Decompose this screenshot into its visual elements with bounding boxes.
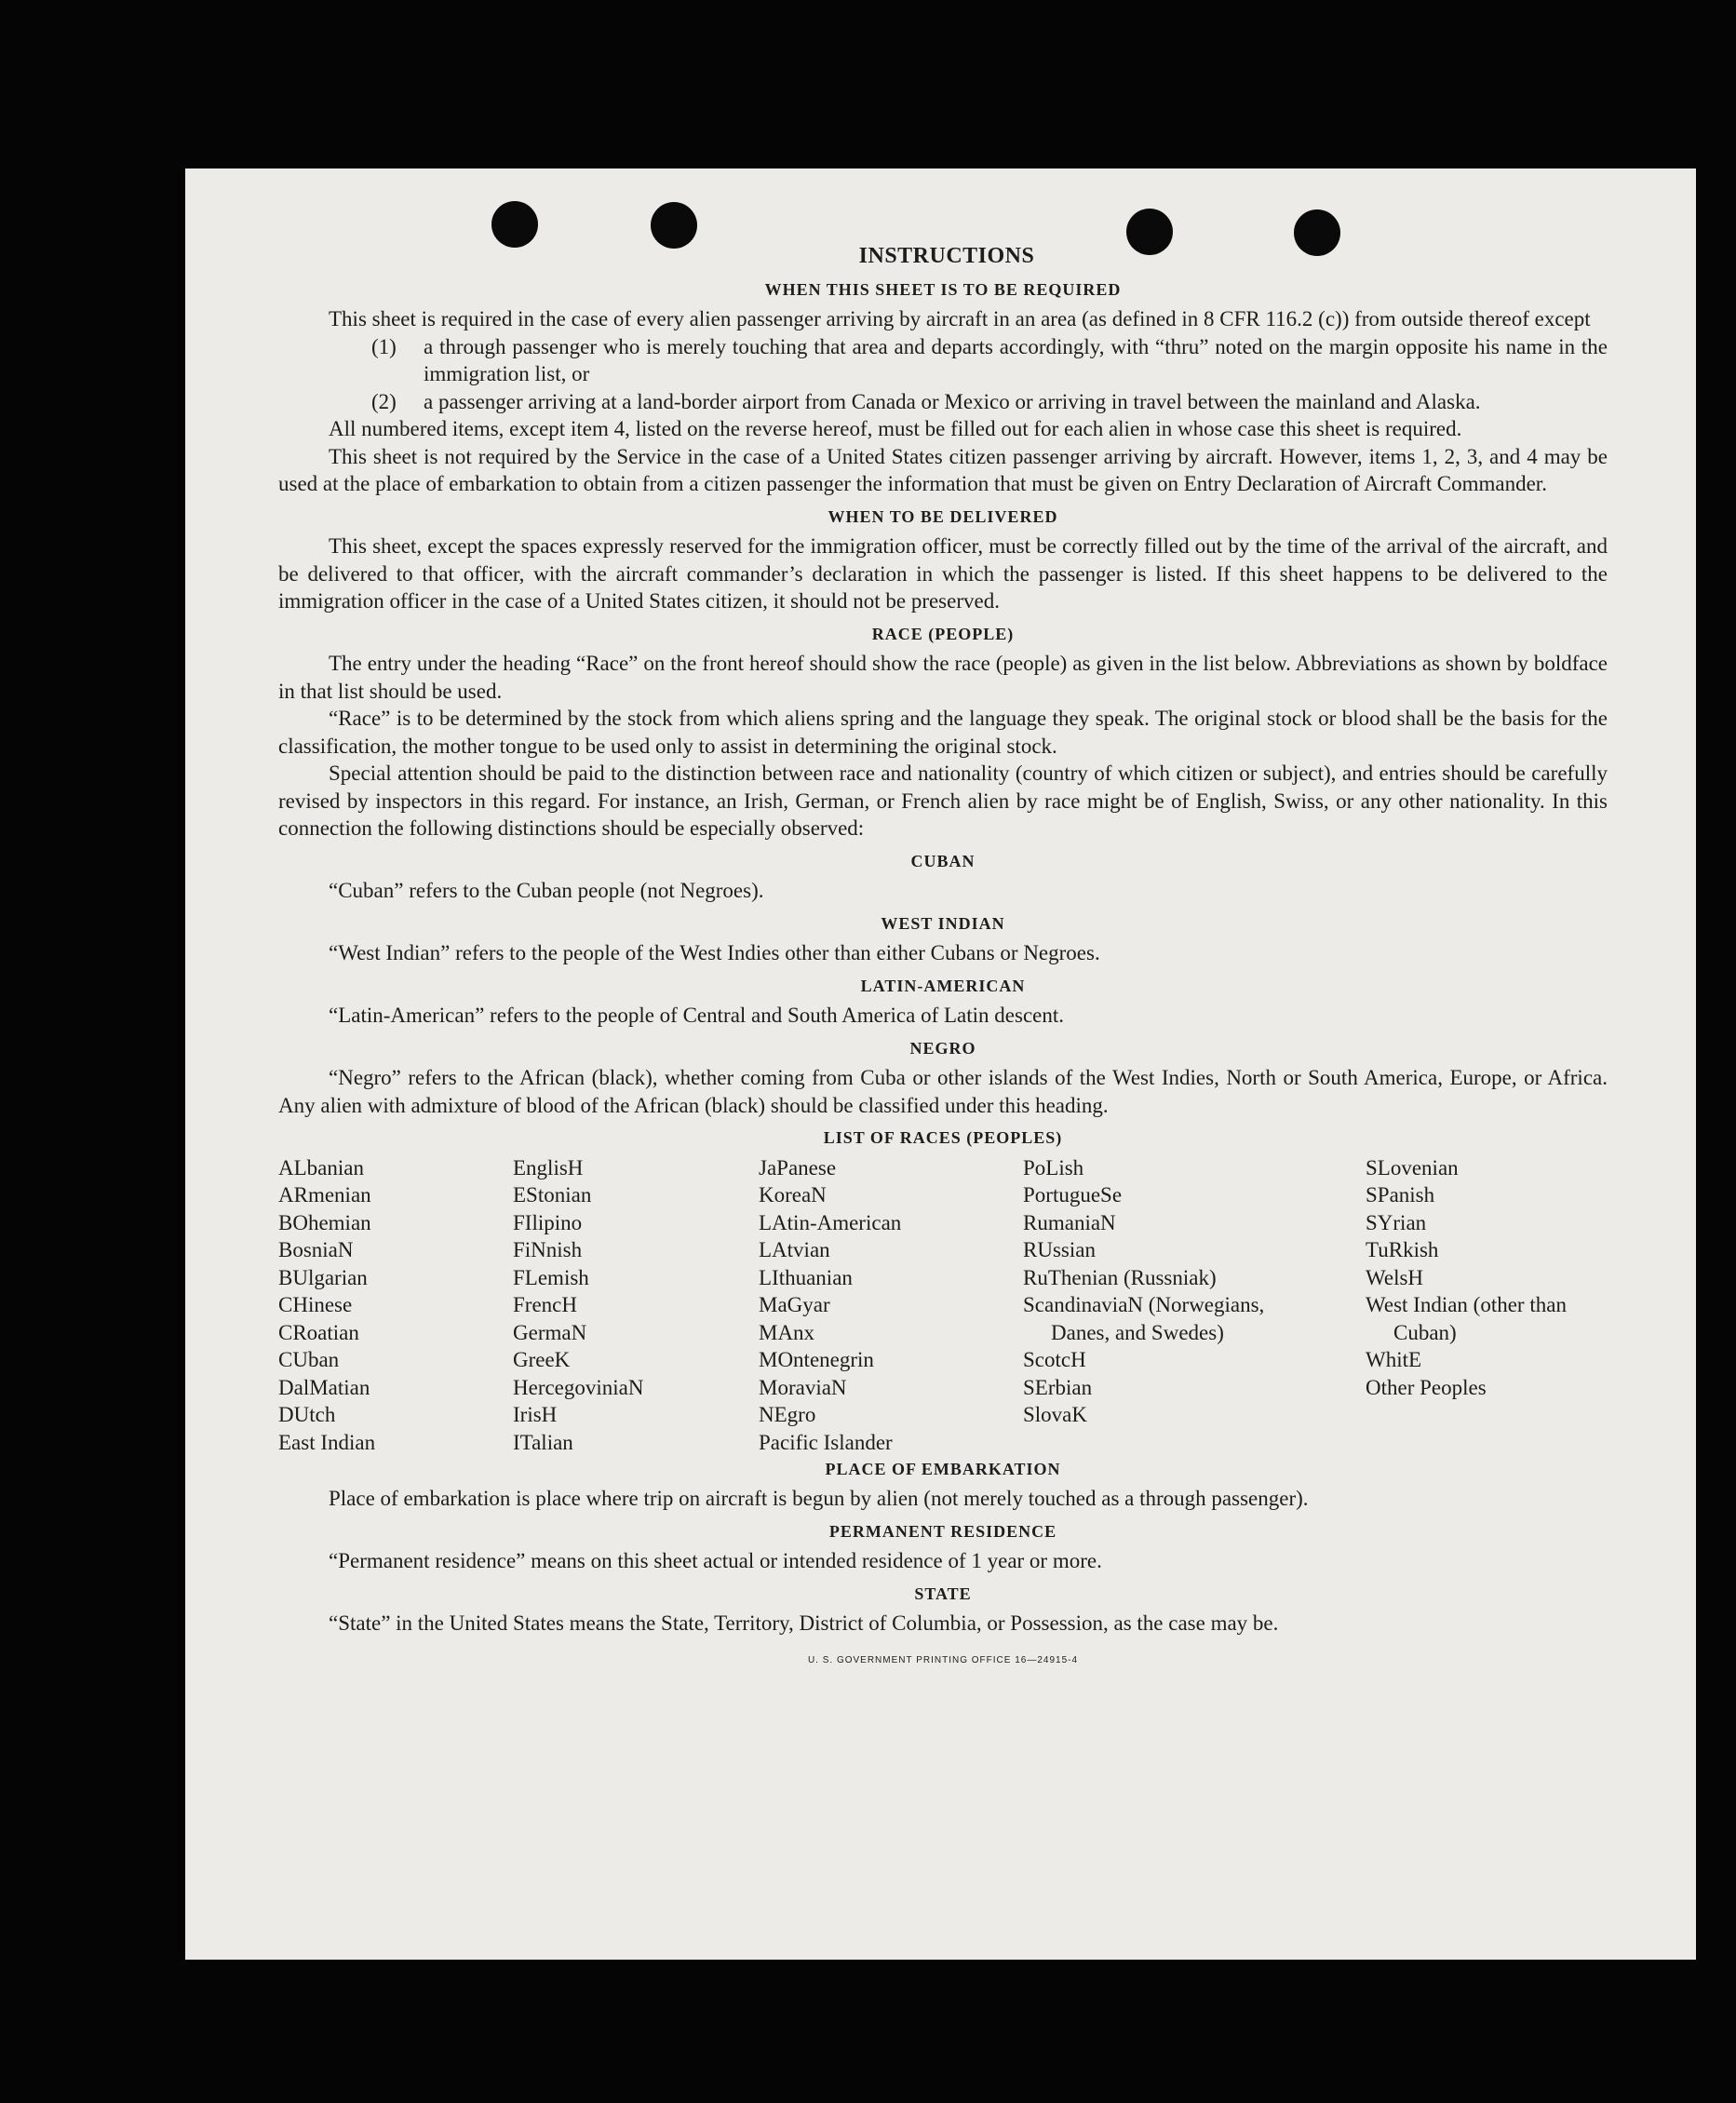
race-entry: BosniaN	[278, 1238, 354, 1261]
section-heading: LATIN-AMERICAN	[860, 976, 1026, 995]
paragraph: Special attention should be paid to the distinction between race and nationality (country of which citizen or subject), and entries should be carefully revised by inspectors in this regard. For instance, an Irish, German, or French alien by race might be of English, Swiss, or any other nationality. In this connection the following distinctions should be especially observed:	[278, 762, 1608, 840]
page-title: INSTRUCTIONS	[858, 244, 1035, 268]
item-number: (1)	[371, 334, 397, 358]
paragraph: This sheet is not required by the Service in the case of a United States citizen passenger arriving by aircraft. However, items 1, 2, 3, and 4 may be used at the place of embarkation to obtain from a citizen passenger the information that must be given on Entry Declaration of Aircraft Commander.	[278, 444, 1608, 495]
document-sheet	[185, 169, 1696, 1960]
race-entry: CHinese	[278, 1293, 353, 1316]
section-heading: NEGRO	[909, 1038, 976, 1058]
race-entry: HercegoviniaN	[513, 1375, 644, 1399]
race-entry: RuThenian (Russniak)	[1023, 1265, 1217, 1289]
section-heading: WHEN TO BE DELIVERED	[828, 506, 1058, 526]
paragraph: “Permanent residence” means on this sheet actual or intended residence of 1 year or more.	[329, 1549, 1102, 1572]
race-entry: MoraviaN	[759, 1375, 847, 1399]
paragraph: All numbered items, except item 4, listed on the reverse hereof, must be filled out for each alien in whose case this sheet is required.	[329, 417, 1462, 440]
race-entry: EnglisH	[513, 1155, 584, 1180]
item-text: a passenger arriving at a land-border airport from Canada or Mexico or arriving in travel between the mainland and Alaska.	[424, 389, 1481, 413]
race-entry: KoreaN	[759, 1183, 827, 1207]
race-entry: CRoatian	[278, 1320, 359, 1344]
race-entry: Pacific Islander	[759, 1430, 893, 1454]
race-entry: WelsH	[1366, 1265, 1424, 1289]
race-entry: TuRkish	[1366, 1238, 1439, 1261]
section-heading: STATE	[914, 1584, 972, 1603]
race-column	[1023, 1154, 1302, 1429]
definition: “Negro” refers to the African (black), whether coming from Cuba or other islands of the West Indies, North or South America, Europe, or Africa. Any alien with admixture of blood of the African (black) should be classified under this heading.	[278, 1066, 1608, 1117]
race-entry: FLemish	[513, 1265, 589, 1289]
paragraph: “State” in the United States means the State, Territory, District of Columbia, or Possession, as the case may be.	[329, 1611, 1279, 1635]
section-heading: LIST OF RACES (PEOPLES)	[823, 1128, 1063, 1147]
punch-hole	[651, 202, 697, 249]
race-entry: BUlgarian	[278, 1265, 368, 1289]
race-entry: ALbanian	[278, 1155, 364, 1180]
race-list	[278, 1154, 1608, 1454]
race-entry: GreeK	[513, 1348, 571, 1371]
paragraph: This sheet, except the spaces expressly reserved for the immigration officer, must be correctly filled out by the time of the arrival of the aircraft, and be delivered to that officer, with the aircraft commander’s declaration in which the passenger is listed. If this sheet happens to be delivered to the immigration officer in the case of a United States citizen, it should not be preserved.	[278, 534, 1608, 613]
race-entry: GermaN	[513, 1320, 587, 1344]
item-text: a through passenger who is merely touching that area and departs accordingly, with “thru” noted on the margin opposite his name in the immigration list, or	[424, 334, 1608, 385]
punch-hole	[491, 201, 538, 248]
race-entry: ScotcH	[1023, 1348, 1086, 1371]
race-entry: MAnx	[759, 1320, 815, 1344]
list-item	[371, 333, 1608, 388]
item-number: (2)	[371, 389, 397, 413]
race-entry: EStonian	[513, 1183, 592, 1207]
paragraph: The entry under the heading “Race” on the front hereof should show the race (people) as given in the list below. Abbreviations as shown by boldface in that list should be used.	[278, 652, 1608, 703]
race-entry: FrencH	[513, 1293, 577, 1316]
race-entry: LAtin-American	[759, 1210, 902, 1234]
race-column	[278, 1154, 492, 1457]
race-entry: SErbian	[1023, 1375, 1093, 1399]
race-column	[513, 1154, 746, 1457]
paragraph: This sheet is required in the case of every alien passenger arriving by aircraft in an area (as defined in 8 CFR 116.2 (c)) from outside thereof except	[329, 307, 1591, 330]
race-entry: WhitE	[1366, 1348, 1422, 1371]
paragraph: Place of embarkation is place where trip on aircraft is begun by alien (not merely touched as a through passenger).	[329, 1487, 1309, 1510]
race-entry: MOntenegrin	[759, 1348, 874, 1371]
race-column	[759, 1154, 1010, 1457]
race-entry: PortugueSe	[1023, 1183, 1123, 1207]
race-entry: East Indian	[278, 1430, 376, 1454]
section-heading: PERMANENT RESIDENCE	[828, 1521, 1057, 1541]
race-column	[1366, 1154, 1608, 1402]
section-heading: WEST INDIAN	[881, 913, 1005, 933]
race-entry: CUban	[278, 1348, 340, 1371]
list-item	[371, 388, 1608, 416]
definition: “Cuban” refers to the Cuban people (not Negroes).	[329, 879, 764, 902]
race-entry: FIlipino	[513, 1210, 583, 1234]
race-entry: ITalian	[513, 1430, 573, 1454]
section-heading: PLACE OF EMBARKATION	[825, 1459, 1061, 1478]
race-entry: SlovaK	[1023, 1403, 1087, 1426]
printer-imprint: U. S. GOVERNMENT PRINTING OFFICE 16—24915-4	[807, 1654, 1079, 1665]
race-entry: SLovenian	[1366, 1155, 1459, 1180]
race-entry: Other Peoples	[1366, 1375, 1487, 1399]
race-entry: SPanish	[1366, 1183, 1435, 1207]
definition: “West Indian” refers to the people of the West Indies other than either Cubans or Negroes.	[329, 941, 1100, 964]
section-heading: CUBAN	[910, 851, 976, 870]
instructions-text	[278, 243, 1608, 1674]
race-entry: RUssian	[1023, 1238, 1096, 1261]
race-entry: DUtch	[278, 1403, 336, 1426]
race-entry: West Indian (other than Cuban)	[1366, 1293, 1567, 1344]
race-entry: PoLish	[1023, 1155, 1084, 1180]
section-heading: WHEN THIS SHEET IS TO BE REQUIRED	[764, 279, 1122, 299]
race-entry: DalMatian	[278, 1375, 370, 1399]
definition: “Latin-American” refers to the people of Central and South America of Latin descent.	[329, 1004, 1064, 1027]
paragraph: “Race” is to be determined by the stock from which aliens spring and the language they speak. The original stock or blood shall be the basis for the classification, the mother tongue to be used only to assist in determining the original stock.	[278, 707, 1608, 758]
race-entry: IrisH	[513, 1403, 558, 1426]
exception-list	[371, 333, 1608, 416]
race-entry: BOhemian	[278, 1210, 371, 1234]
race-entry: JaPanese	[759, 1155, 837, 1180]
section-heading: RACE (PEOPLE)	[871, 624, 1015, 643]
race-entry: LAtvian	[759, 1238, 830, 1261]
race-entry: FiNnish	[513, 1238, 583, 1261]
race-entry: MaGyar	[759, 1293, 830, 1316]
race-entry: ScandinaviaN (Norwegians, Danes, and Swedes)	[1023, 1293, 1265, 1344]
race-entry: LIthuanian	[759, 1265, 853, 1289]
race-entry: ARmenian	[278, 1183, 371, 1207]
race-entry: RumaniaN	[1023, 1210, 1116, 1234]
race-entry: SYrian	[1366, 1210, 1427, 1234]
race-entry: NEgro	[759, 1403, 816, 1426]
